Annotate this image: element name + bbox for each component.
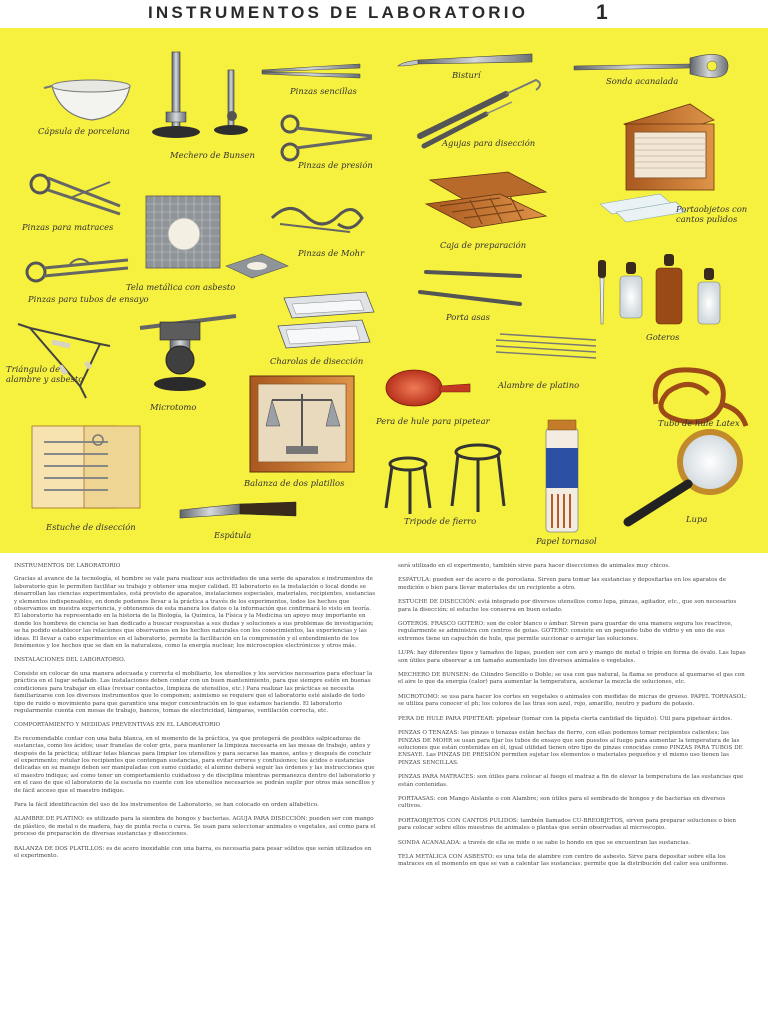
droppers-icon <box>598 254 720 324</box>
paragraph-body: PORTAASAS: con Mango Aislante o con Alambre; son útiles para el sembrado de hongos y de bacterias en diversos cultivos. <box>398 795 726 810</box>
paragraph-body: ALAMBRE DE PLATINO: es utilizado para la siembra de hongos y bacterias. AGUJA PARA DISECCIÓN: pueden ser con mango de plástico, de metal o de madera, hay de punta recta o curva. Se usan para seleccionar animales o vegetales, así como para el proceso de preparación de diversas sustancias y disecciones. <box>14 816 376 838</box>
paragraph-body: LUPA: hay diferentes tipos y tamaños de lupas, pueden ser con aro y mango de metal o trípie en forma de óvalo. Las lupas son útiles para observar a un tamaño aumentado los diversos animales o vegetales. <box>398 650 746 664</box>
label-balanza: Balanza de dos platillos <box>244 478 345 488</box>
paragraph-body: será utilizado en el experimento, también sirve para hacer disecciones de animales muy chicos. <box>398 563 670 569</box>
paragraph <box>14 657 376 715</box>
paragraph <box>398 672 750 687</box>
label-mechero: Mechero de Bunsen <box>170 150 255 160</box>
label-triangulo: Triángulo de alambre y asbesto <box>6 364 84 384</box>
paragraph <box>14 802 376 809</box>
label-tela-metalica: Tela metálica con asbesto <box>126 282 236 292</box>
rubber-bulb-icon <box>386 370 470 406</box>
paragraph-body: Para la fácil identificación del uso de los instrumentos de Laboratorio, se han colocado en orden alfabético. <box>14 801 319 808</box>
pressure-forceps-icon <box>282 116 372 160</box>
scalpel-icon <box>398 54 532 66</box>
magnifying-glass-icon <box>628 432 740 522</box>
porcelain-dish-icon <box>44 80 130 120</box>
paragraph-body: PINZAS PARA MATRACES: son útiles para colocar al fuego el matraz a fin de elevar la temperatura de las sustancias que están contenidas. <box>398 774 744 788</box>
instruments-poster <box>0 28 768 553</box>
paragraph-body: Gracias al avance de la tecnología, el hombre se vale para realizar sus actividades de una serie de aparatos e instrumentos de laboratorio que le permiten facilitar su trabajo y obtener una mejor calidad. El laboratorio es la instalación o local donde se desarrollan las ciencias experimentales, está provisto de aparatos, instalaciones especiales, materiales, recipientes, sustancias y elementos indispensables, en donde podemos llevar a la práctica a través de los experimentos, todos los hechos que observamos en nuestra experiencia, y obtenemos de esta manera los datos o la información que confirmará lo visto en teoría. El laboratorio ha representado en la historia de la Biología, la Química, la Física y la Medicina un apoyo muy importante en donde los hombres de ciencia se han dedicado a buscar respuestas a sus dudas y soluciones a sus problemas de investigación; se ha podido establecer las relaciones que observamos en los hechos naturales con los conocimientos, las experiencias y las ideas. El llevar a cabo experimentos en el laboratorio, permite la facilitación en la comprensión y el entendimiento de los fenómenos y los hechos que se dan en la naturaleza, como la energía nuclear, los microscopios electrónicos y otros más. <box>14 576 376 650</box>
label-pinzas-matraces: Pinzas para matraces <box>22 222 114 232</box>
paragraph <box>14 816 376 838</box>
preparation-box-icon <box>426 172 546 228</box>
label-pinzas-mohr: Pinzas de Mohr <box>298 248 365 258</box>
paragraph <box>398 796 750 811</box>
wire-gauze-icon <box>146 196 288 278</box>
grooved-probe-icon <box>574 54 728 77</box>
spatula-icon <box>180 502 296 518</box>
paragraph-heading: COMPORTAMIENTO Y MEDIDAS PREVENTIVAS EN EL LABORATORIO <box>14 722 221 729</box>
label-papel-tornasol: Papel tornasol <box>536 536 597 546</box>
label-goteros: Goteros <box>646 332 680 342</box>
paragraph <box>398 854 750 869</box>
label-portaobjetos: Portaobjetos con cantos pulidos <box>676 204 748 224</box>
paragraph-body: BALANZA DE DOS PLATILLOS: es de acero inoxidable con una barra, es necesaria para pesar sólidos que serán utilizados en el experimento. <box>14 845 372 859</box>
paragraph-body: ESPÁTULA: pueden ser de acero o de porcelana. Sirven para tomar las sustancias y depositarlas en los aparatos de medición o bien para llevar materiales de un recipiente a otro. <box>398 577 727 591</box>
paragraph-body: Consiste en colocar de una manera adecuada y correcta el mobiliario, los utensilios y los servicios necesarios para efectuar la práctica en el lugar señalado. Las instalaciones deben contar con un buen mantenimiento, para que siempre estén en buenas condiciones para trabajar en ellas (revisar contactos, limpieza de utensilios, etc.) Para realizar las prácticas se necesita familiarizarse con los diversos instrumentos que lo componen; asimismo se requiere que el laboratorio esté aislado de todo tipo de ruido o movimiento para que garantice una mejor concentración en lo que estamos haciendo. El laboratorio regularmente cuenta con mesas de trabajo, bancos, tomas de electricidad, lámparas, ventilación correcta, etc. <box>14 670 373 714</box>
paragraph <box>398 577 750 592</box>
label-tripode: Tripode de fierro <box>404 516 477 526</box>
paragraph-body: TELA METÁLICA CON ASBESTO: es una tela de alambre con centro de asbesto. Sirve para depositar sobre ella los matraces en el momento en que se van a calentar las sustancias; permite que la distribución del calor sea uniforme. <box>398 853 729 868</box>
label-capsula: Cápsula de porcelana <box>38 126 130 136</box>
paragraph-body: PERA DE HULE PARA PIPETEAR: pipetear (tomar con la pipeta cierta cantidad de líquido). Útil para pipetear ácidos. <box>398 715 733 722</box>
bunsen-burner-icon <box>152 52 248 138</box>
paragraph <box>398 730 750 767</box>
paragraph <box>398 716 750 723</box>
label-bisturi: Bisturí <box>452 70 481 80</box>
loop-holder-icon <box>420 272 520 304</box>
label-pinzas-sencillas: Pinzas sencillas <box>290 86 357 96</box>
label-tubo-hule: Tubo de hule Latex <box>658 418 740 428</box>
microtome-icon <box>140 316 236 391</box>
paragraph <box>14 722 376 795</box>
label-lupa: Lupa <box>686 514 708 524</box>
iron-tripod-icon <box>386 445 504 514</box>
balance-scale-icon <box>250 376 354 472</box>
simple-tweezers-icon <box>262 64 360 78</box>
paragraph <box>398 840 750 847</box>
dissection-kit-icon <box>32 426 140 508</box>
paragraph-body: PORTAOBJETOS CON CANTOS PULIDOS: también llamados CU-BREOBJETOS, sirven para preparar soluciones o bien para colocar sobre ellos muestras de animales o plantas que serán observadas al microscopio. <box>398 817 736 832</box>
page-number: 1 <box>596 1 608 24</box>
page-title: INSTRUMENTOS DE LABORATORIO <box>148 3 529 22</box>
flask-clamp-icon <box>31 175 120 214</box>
paragraph <box>398 650 750 665</box>
paragraph <box>14 846 376 861</box>
paragraph <box>14 563 376 650</box>
label-espatula: Espátula <box>214 530 252 540</box>
paragraph-body: ESTUCHE DE DISECCIÓN: está integrado por diversos utensilios como lupa, pinzas, agitador, etc., que son necesarios para la disección; el estuche los conserva en buen estado. <box>398 599 737 613</box>
text-column-right <box>398 563 750 876</box>
instruments-illustration <box>0 28 768 553</box>
litmus-paper-icon <box>546 420 578 532</box>
paragraph-heading: INSTALACIONES DEL LABORATORIO. <box>14 657 126 664</box>
description-text <box>0 553 768 1024</box>
page-header <box>0 0 768 28</box>
paragraph-body: Es recomendable contar con una bata blanca, en el momento de la práctica, ya que protegerá de posibles salpicaduras de sustancias, como los ácidos; usar franelas de color gris, para mantener la limpieza necesaria en las mesas de trabajo, antes y después de la práctica; utilizar telas blancas para limpiar los utensilios y para secarse las manos, antes y después de concluir el experimento; rotular los recipientes que contengan sustancias, para evitar errores y confusiones; los ácidos o sustancias delicadas en su manejo deben ser manipuladas con sumo cuidado; el alumno deberá seguir las órdenes y las instrucciones que el maestro indique; así como tener un comportamiento cuidadoso y de disciplina mientras permanezca dentro del laboratorio y en el caso de que el laboratorio de la escuela no cuente con los utensilios necesarios se podrán suplir por otros más sencillos y de fácil acceso que el maestro indique. <box>14 735 376 794</box>
label-porta-asas: Porta asas <box>446 312 490 322</box>
label-estuche: Estuche de disección <box>46 522 136 532</box>
label-pera-hule: Pera de hule para pipetear <box>376 416 490 426</box>
label-sonda: Sonda acanalada <box>606 76 679 86</box>
mohr-clamp-icon <box>272 208 362 232</box>
dissection-needles-icon <box>420 80 540 146</box>
test-tube-clamp-icon <box>27 259 128 281</box>
label-pinzas-tubos: Pinzas para tubos de ensayo <box>28 294 149 304</box>
paragraph-body: MECHERO DE BUNSEN: de Cilindro Sencillo o Doble; se usa con gas natural, la flama se produce al quemarse el gas con el aire lo que da energía (calor) para aumentar la temperatura, acelerar la mezcla de soluciones, etc. <box>398 672 745 686</box>
label-caja-preparacion: Caja de preparación <box>440 240 527 250</box>
wire-triangle-icon <box>18 324 110 398</box>
paragraph-heading: INSTRUMENTOS DE LABORATORIO <box>14 563 121 569</box>
paragraph <box>398 818 750 833</box>
paragraph <box>398 621 750 643</box>
label-charolas: Charolas de disección <box>270 356 364 366</box>
paragraph <box>398 599 750 614</box>
paragraph <box>398 563 750 570</box>
paragraph <box>398 694 750 709</box>
text-column-left <box>14 563 376 867</box>
paragraph-body: PINZAS O TENAZAS: las pinzas o tenazas están hechas de fierro, con ellas podemos tomar recipientes calientes; las PINZAS DE MOHR se usan para fijar los tubos de ensayo que son puestos al fuego para aumentar la temperatura de las soluciones que están contenidas en él, igual utilidad tienen otro tipo de pinzas conocidas como PINZAS PARA TUBOS DE ENSAYE. Las PINZAS DE PRESIÓN permiten sujetar los elementos o materiales pequeños y el mismo uso tienen las PINZAS SENCILLAS. <box>398 730 743 766</box>
label-pinzas-presion: Pinzas de presión <box>298 160 373 170</box>
label-agujas: Agujas para disección <box>442 138 536 148</box>
paragraph-body: SONDA ACANALADA: a través de ella se mide o se sabe lo hondo en que se encuentran las sustancias. <box>398 839 691 846</box>
dissection-trays-icon <box>278 292 374 348</box>
paragraph <box>398 774 750 789</box>
paragraph-body: MICROTOMO: se usa para hacer los cortes en vegetales o animales con medidas de micras de grueso. PAPEL TORNASOL: se utiliza para conocer el ph; los colores de las tiras son azul, rojo, amarillo, neutro y paduro de potasio. <box>398 693 747 708</box>
paragraph-body: GOTEROS. FRASCO GOTERO: son de color blanco o ámbar. Sirven para guardar de una manera segura los reactivos, regularmente se administra con centros de gotas. GOTERO: consiste en un pequeño tubo de vidrio y en uno de sus extremos tiene un capuchón de hule, que permite succionar o arrojar las soluciones. <box>398 621 733 642</box>
label-microtomo: Microtomo <box>150 402 197 412</box>
label-alambre-platino: Alambre de platino <box>498 380 580 390</box>
platinum-wire-icon <box>496 334 596 358</box>
